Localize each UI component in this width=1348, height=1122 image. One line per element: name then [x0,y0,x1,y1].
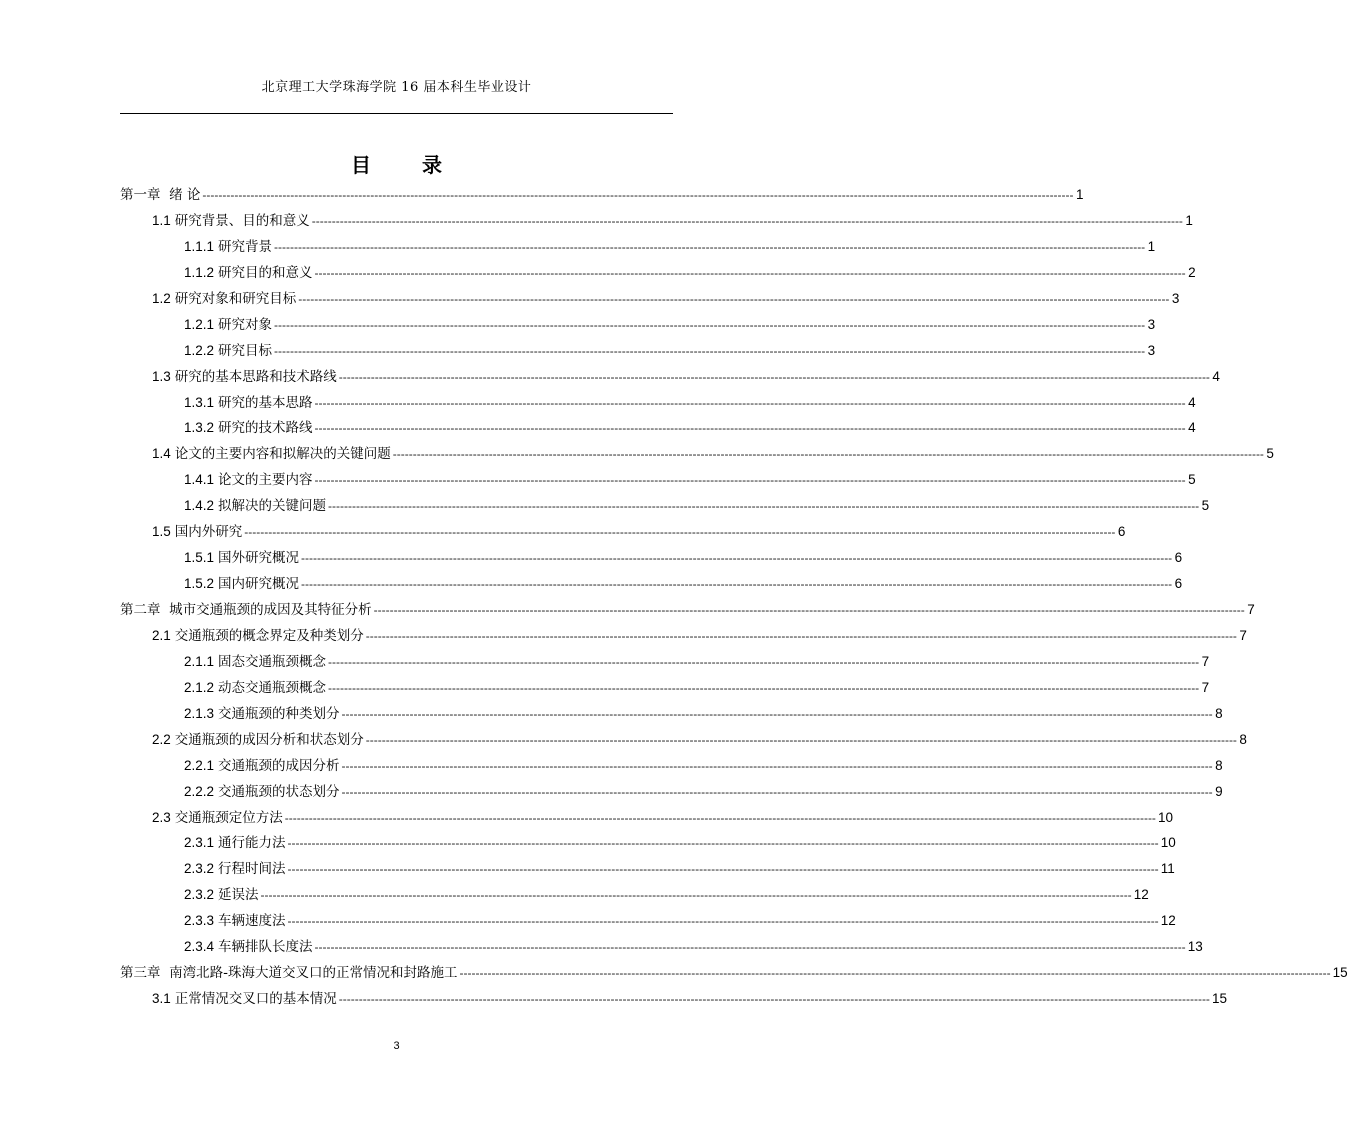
toc-entry-number: 1.4.1 [184,472,215,488]
toc-leader-dots [288,831,1159,857]
toc-leader-dots [315,261,1186,287]
toc-entry-title: 拟解决的关键问题 [218,498,327,515]
toc-entry-number: 1.1.2 [184,264,215,280]
toc-entry-page: 6 [1174,576,1183,592]
toc-entry-page: 9 [1215,783,1223,799]
toc-entry-section[interactable] [120,286,1180,312]
toc-leader-dots [315,416,1186,442]
toc-leader-dots [285,806,1156,832]
toc-leader-dots [342,754,1213,780]
toc-entry-title: 延误法 [218,887,259,904]
toc-entry-section[interactable] [120,364,1220,390]
toc-entry-title: 通行能力法 [218,835,286,852]
toc-entry-page: 3 [1147,316,1156,332]
toc-leader-dots [274,313,1145,339]
toc-entry-title: 研究的基本思路 [218,394,313,411]
toc-entry-page: 6 [1174,550,1183,566]
toc-entry-title: 研究目的和意义 [218,264,313,281]
toc-entry-number: 1.5.1 [184,550,215,566]
toc-entry-number: 2.3 [152,809,171,825]
toc-entry-page: 12 [1160,913,1176,929]
page-number: 3 [393,1040,400,1052]
toc-leader-dots [202,183,1073,209]
toc-entry-page: 5 [1201,498,1210,514]
toc-entry-number: 2.3.3 [184,913,215,929]
toc-entry-number: 2.1.3 [184,705,215,721]
toc-entry-number: 2.3.1 [184,835,215,851]
toc-entry-subsection[interactable] [120,390,1196,416]
toc-leader-dots [328,494,1199,520]
toc-entry-page: 1 [1076,187,1084,202]
toc-entry-title: 车辆排队长度法 [218,939,313,956]
toc-entry-subsection[interactable] [120,701,1223,727]
toc-entry-subsection[interactable] [120,312,1156,338]
toc-entry-page: 15 [1211,991,1227,1007]
toc-entry-title: 交通瓶颈定位方法 [174,809,283,826]
toc-leader-dots [342,702,1213,728]
toc-entry-number: 第三章 [120,965,161,982]
toc-entry-title: 研究的基本思路和技术路线 [174,368,337,385]
toc-leader-dots [328,650,1199,676]
toc-entry-page: 8 [1215,705,1223,721]
toc-entry-subsection[interactable] [120,467,1196,493]
toc-entry-subsection[interactable] [120,830,1176,856]
toc-leader-dots [339,365,1210,391]
toc-entry-title: 国内研究概况 [218,576,300,593]
toc-entry-number: 2.2 [152,731,171,747]
toc-entry-number: 1.2.1 [184,316,215,332]
toc-entry-number: 2.2.1 [184,757,215,773]
toc-entry-section[interactable] [120,519,1126,545]
toc-title: 目 录 [351,153,464,177]
toc-entry-title: 研究对象和研究目标 [174,290,297,307]
toc-entry-number: 1.2 [152,290,171,306]
toc-entry-number: 1.5.2 [184,576,215,592]
toc-entry-number: 1.2.2 [184,342,215,358]
toc-entry-subsection[interactable] [120,753,1223,779]
toc-entry-title: 交通瓶颈的状态划分 [218,783,340,800]
toc-entry-page: 13 [1187,939,1203,955]
toc-entry-number: 1.3.1 [184,394,215,410]
running-header: 北京理工大学珠海学院 16 届本科生毕业设计 [261,80,532,95]
toc-entry-page: 5 [1266,446,1274,462]
toc-entry-page: 4 [1188,420,1196,436]
toc-leader-dots [301,572,1172,598]
toc-leader-dots [312,209,1183,235]
toc-entry-title: 论文的主要内容 [218,472,313,489]
toc-leader-dots [274,339,1145,365]
toc-entry-title: 研究背景、目的和意义 [174,212,310,229]
toc-entry-number: 3.1 [152,991,171,1007]
toc-entry-title: 交通瓶颈的种类划分 [218,705,340,722]
toc-entry-section[interactable] [120,623,1247,649]
toc-entry-subsection[interactable] [120,779,1223,805]
toc-entry-number: 第一章 [120,187,161,203]
toc-entry-section[interactable] [120,441,1274,467]
toc-entry-section[interactable] [120,986,1227,1012]
toc-entry-title: 正常情况交叉口的基本情况 [174,991,337,1008]
toc-entry-title: 研究背景 [218,238,273,255]
toc-leader-dots [366,624,1237,650]
toc-leader-dots [274,235,1145,261]
toc-entry-subsection[interactable] [120,934,1203,960]
toc-leader-dots [315,468,1186,494]
toc-entry-title: 研究目标 [218,342,273,359]
toc-entry-chapter[interactable] [120,597,1255,623]
toc-entry-title: 交通瓶颈的成因分析和状态划分 [174,731,364,748]
toc-entry-number: 第二章 [120,602,161,618]
toc-entry-title: 绪 论 [169,187,201,203]
toc-entry-page: 4 [1212,368,1220,384]
toc-entry-page: 1 [1185,212,1193,228]
toc-entry-subsection[interactable] [120,415,1196,441]
toc-entry-page: 8 [1215,757,1223,773]
toc-entry-title: 固态交通瓶颈概念 [218,653,327,670]
toc-entry-subsection[interactable] [120,260,1196,286]
toc-entry-page: 3 [1147,342,1156,358]
toc-entry-page: 10 [1160,835,1176,851]
toc-entry-page: 10 [1157,809,1173,825]
toc-entry-title: 车辆速度法 [218,913,286,930]
toc-entry-title: 城市交通瓶颈的成因及其特征分析 [169,602,372,618]
toc-entry-title: 动态交通瓶颈概念 [218,679,327,696]
toc-entry-section[interactable] [120,208,1193,234]
toc-entry-title: 交通瓶颈的概念界定及种类划分 [174,627,364,644]
toc-entry-page: 15 [1332,965,1348,981]
toc-entry-subsection[interactable] [120,908,1176,934]
toc-entry-title: 论文的主要内容和拟解决的关键问题 [174,446,391,463]
toc-entry-subsection[interactable] [120,493,1210,519]
toc-entry-page: 1 [1147,238,1156,254]
toc-entry-subsection[interactable] [120,649,1210,675]
toc-entry-page: 3 [1171,290,1180,306]
toc-leader-dots [393,442,1264,468]
toc-leader-dots [328,676,1199,702]
toc-entry-page: 4 [1188,394,1196,410]
toc-entry-page: 7 [1201,653,1210,669]
header-rule [120,113,673,114]
toc-entry-number: 1.1 [152,212,171,228]
toc-entry-number: 1.4.2 [184,498,215,514]
toc-entry-number: 2.1 [152,627,171,643]
toc-leader-dots [315,935,1186,961]
table-of-contents [120,182,1348,1012]
toc-entry-number: 1.5 [152,524,171,540]
toc-leader-dots [315,391,1186,417]
toc-entry-page: 2 [1188,264,1196,280]
toc-entry-number: 2.2.2 [184,783,215,799]
toc-entry-number: 1.4 [152,446,171,462]
toc-entry-title: 行程时间法 [218,861,286,878]
toc-leader-dots [261,883,1132,909]
toc-entry-chapter[interactable] [120,960,1348,986]
toc-entry-title: 交通瓶颈的成因分析 [218,757,340,774]
toc-entry-number: 2.3.2 [184,861,215,877]
toc-leader-dots [288,857,1159,883]
toc-entry-subsection[interactable] [120,545,1183,571]
toc-entry-subsection[interactable] [120,234,1156,260]
toc-entry-title: 南湾北路-珠海大道交叉口的正常情况和封路施工 [169,965,458,982]
toc-entry-page: 7 [1247,602,1255,617]
toc-leader-dots [374,598,1245,624]
toc-entry-number: 2.1.2 [184,679,215,695]
toc-entry-title: 研究对象 [218,316,273,333]
toc-entry-title: 国内外研究 [174,524,243,541]
toc-entry-page: 5 [1188,472,1196,488]
toc-entry-subsection[interactable] [120,856,1175,882]
toc-leader-dots [298,287,1169,313]
toc-entry-subsection[interactable] [120,338,1156,364]
toc-entry-page: 7 [1239,627,1247,643]
toc-entry-number: 1.3 [152,368,171,384]
toc-entry-number: 1.1.1 [184,238,215,254]
toc-leader-dots [366,728,1237,754]
toc-entry-section[interactable] [120,805,1173,831]
toc-entry-chapter[interactable] [120,182,1084,208]
toc-entry-number: 2.1.1 [184,653,215,669]
toc-entry-number: 2.3.2 [184,887,215,903]
toc-entry-title: 国外研究概况 [218,550,300,567]
toc-leader-dots [339,987,1210,1013]
toc-entry-number: 2.3.4 [184,939,215,955]
toc-entry-section[interactable] [120,727,1247,753]
toc-entry-page: 8 [1239,731,1247,747]
toc-entry-title: 研究的技术路线 [218,420,313,437]
toc-leader-dots [244,520,1115,546]
toc-entry-page: 7 [1201,679,1210,695]
toc-entry-page: 11 [1160,861,1175,877]
toc-leader-dots [301,546,1172,572]
toc-entry-page: 12 [1133,887,1149,903]
toc-entry-number: 1.3.2 [184,420,215,436]
toc-entry-subsection[interactable] [120,675,1210,701]
toc-entry-subsection[interactable] [120,571,1183,597]
toc-leader-dots [342,780,1213,806]
toc-entry-subsection[interactable] [120,882,1149,908]
toc-entry-page: 6 [1117,524,1126,540]
toc-leader-dots [459,961,1330,987]
toc-leader-dots [288,909,1159,935]
